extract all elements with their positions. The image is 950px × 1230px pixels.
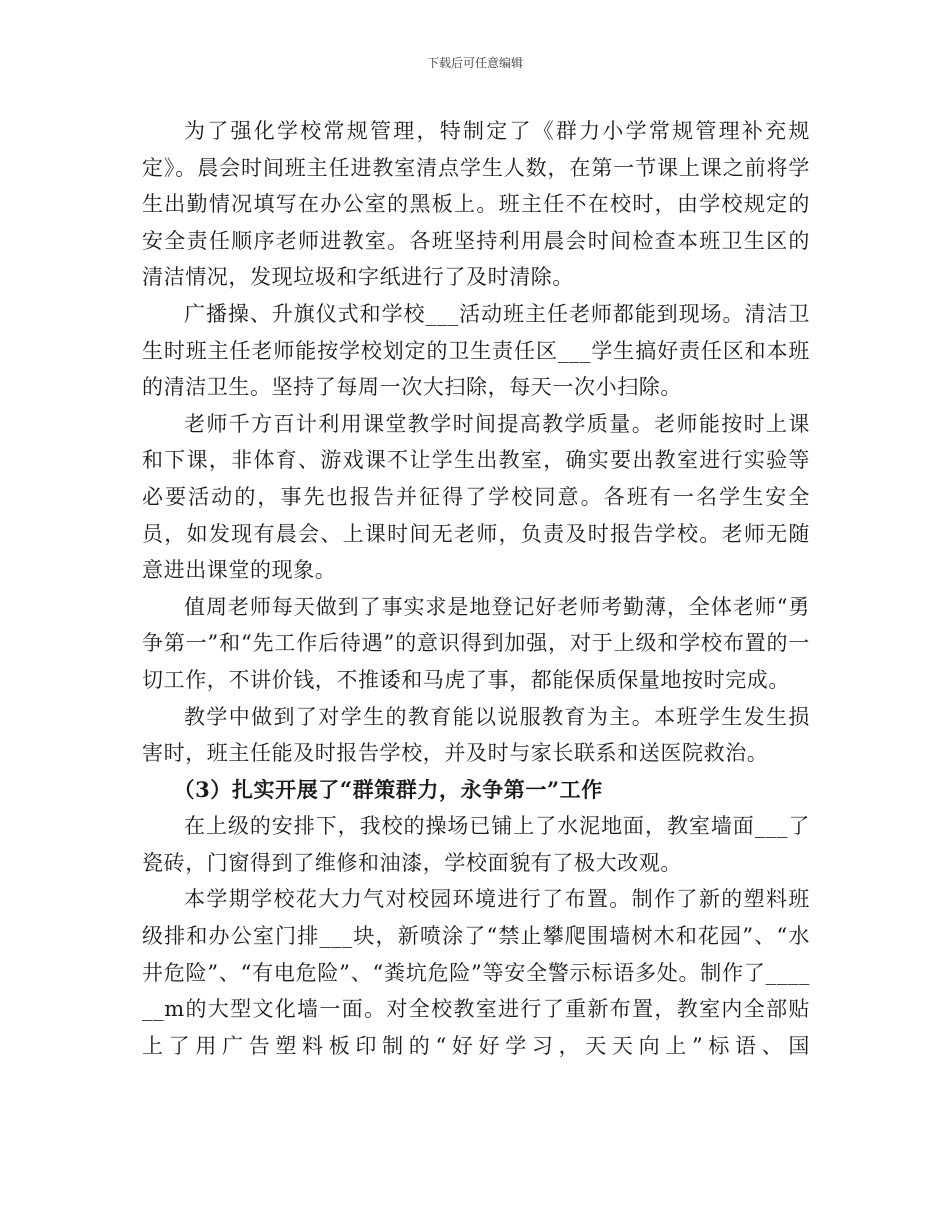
page-header: 下载后可任意编辑	[426, 56, 523, 70]
section-heading: （3）扎实开展了“群策群力，永争第一”工作	[173, 776, 603, 802]
paragraph-playground: 在上级的安排下，我校的操场已铺上了水泥地面，教室墙面___了瓷砖，门窗得到了维修和油漆，学校面貌有了极大改观。	[142, 814, 810, 875]
paragraph-education-method: 教学中做到了对学生的教育能以说服教育为主。本班学生发生损害时，班主任能及时报告学校，并及时与家长联系和送医院救治。	[142, 704, 810, 766]
paragraph-routine-management: 为了强化学校常规管理，特制定了《群力小学常规管理补充规定》。晨会时间班主任进教室清点学生人数，在第一节课上课之前将学生出勤情况填写在办公室的黑板上。班主任不在校时，由学校规定的安全责任顺序老师进教室。各班坚持利用晨会时间检查本班卫生区的清洁情况，发现垃圾和字纸进行了及时清除。	[142, 119, 810, 290]
paragraph-broadcast-exercise: 广播操、升旗仪式和学校___活动班主任老师都能到现场。清洁卫生时班主任老师能按学校划定的卫生责任区___学生搞好责任区和本班的清洁卫生。坚持了每周一次大扫除，每天一次小扫除。	[142, 301, 810, 400]
paragraph-teaching-time: 老师千方百计利用课堂教学时间提高教学质量。老师能按时上课和下课，非体育、游戏课不让学生出教室，确实要出教室进行实验等必要活动的，事先也报告并征得了学校同意。各班有一名学生安全员，如发现有晨会、上课时间无老师，负责及时报告学校。老师无随意进出课堂的现象。	[142, 411, 810, 583]
paragraph-campus-environment: 本学期学校花大力气对校园环境进行了布置。制作了新的塑料班级排和办公室门排___块，新喷涂了“禁止攀爬围墙树木和花园”、“水井危险”、“有电危险”、“粪坑危险”等安全警示标语多处。制作了______m的大型文化墙一面。对全校教室进行了重新布置，教室内全部贴上了用广告塑料板印制的“好好学习，天天向上”标语、国	[142, 887, 810, 1058]
document-body	[142, 113, 810, 1064]
paragraph-duty-teacher: 值周老师每天做到了事实求是地登记好老师考勤薄，全体老师“勇争第一”和“先工作后待遇”的意识得到加强，对于上级和学校布置的一切工作，不讲价钱，不推诿和马虎了事，都能保质保量地按时完成。	[142, 594, 810, 692]
